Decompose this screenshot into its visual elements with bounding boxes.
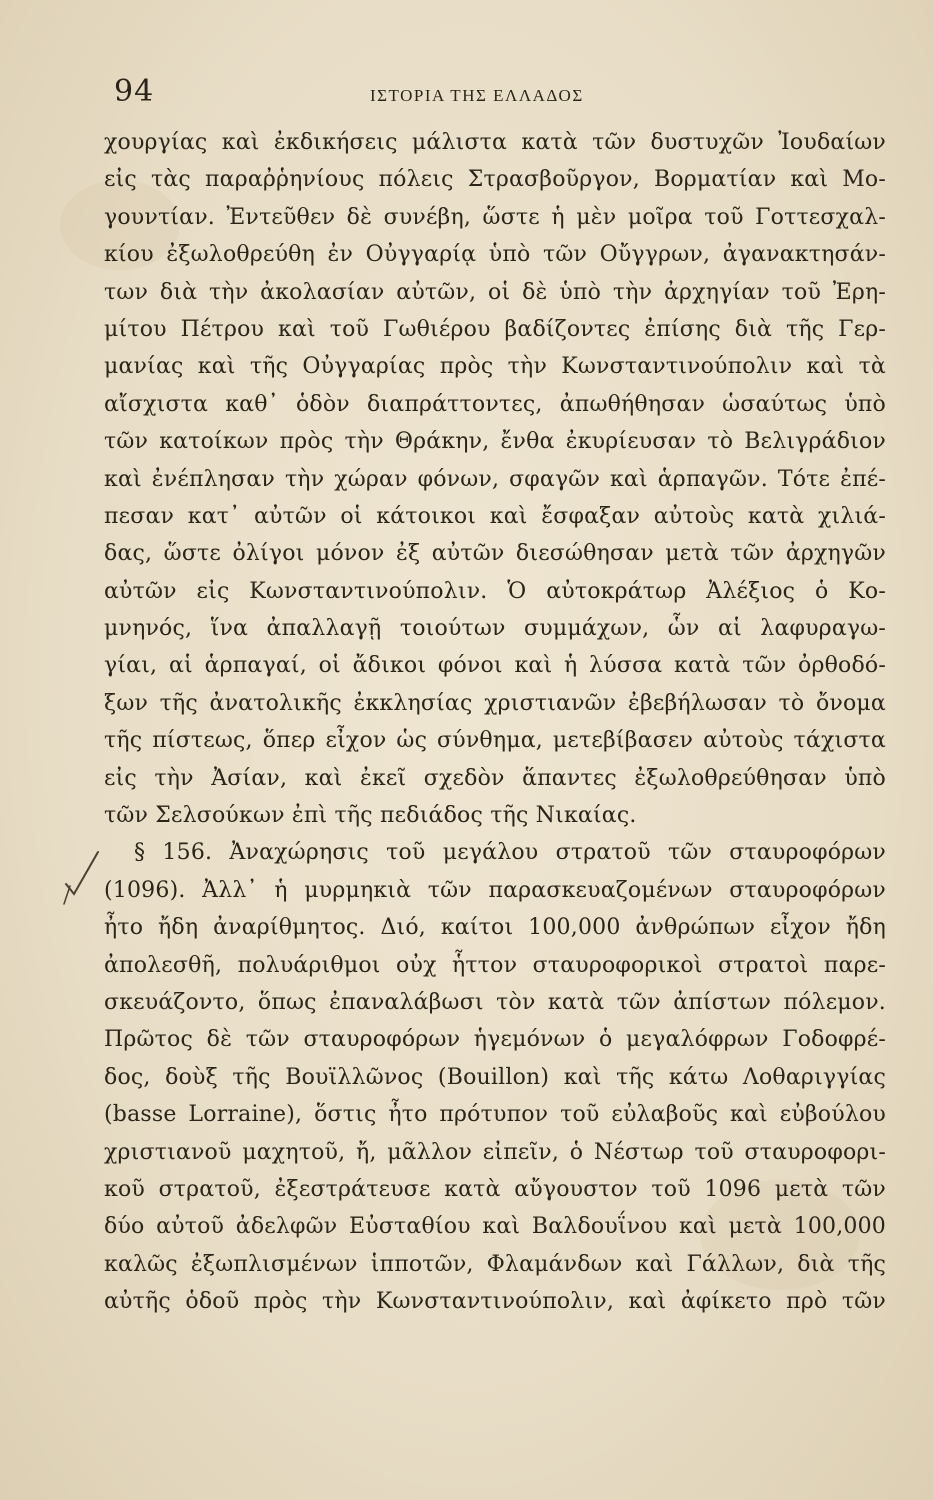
text-line: μνηνός, ἵνα ἀπαλλαγῇ τοιούτων συμμάχων, ὧν αἱ λαφυραγω- bbox=[104, 616, 886, 642]
text-line: καὶ ἐνέπλησαν τὴν χώραν φόνων, σφαγῶν καὶ ἁρπαγῶν. Τότε ἐπέ- bbox=[104, 466, 886, 492]
text-line: Πρῶτος δὲ τῶν σταυροφόρων ἡγεμόνων ὁ μεγαλόφρων Γοδοφρέ- bbox=[104, 1027, 886, 1053]
text-line: (1096). Ἀλλ᾽ ἡ μυρμηκιὰ τῶν παρασκευαζομένων σταυροφόρων bbox=[104, 877, 886, 903]
text-line: γουντίαν. Ἐντεῦθεν δὲ συνέβη, ὥστε ἡ μὲν μοῖρα τοῦ Γοττεσχαλ- bbox=[104, 204, 886, 230]
text-line: πεσαν κατ᾽ αὐτῶν οἱ κάτοικοι καὶ ἔσφαξαν αὐτοὺς κατὰ χιλιά- bbox=[104, 503, 886, 529]
text-line: τῆς πίστεως, ὅπερ εἶχον ὡς σύνθημα, μετεβίβασεν αὐτοὺς τάχιστα bbox=[104, 728, 886, 754]
text-line: κίου ἐξωλοθρεύθη ἐν Οὐγγαρίᾳ ὑπὸ τῶν Οὔγγρων, ἀγανακτησάν- bbox=[104, 242, 886, 268]
text-line: χριστιανοῦ μαχητοῦ, ἤ, μᾶλλον εἰπεῖν, ὁ Νέστωρ τοῦ σταυροφορι- bbox=[104, 1139, 886, 1165]
text-line: ἀπολεσθῆ, πολυάριθμοι οὐχ ἧττον σταυροφορικοὶ στρατοὶ παρε- bbox=[104, 952, 886, 978]
handwritten-check-mark bbox=[58, 846, 106, 906]
text-line: μανίας καὶ τῆς Οὐγγαρίας πρὸς τὴν Κωνσταντινούπολιν καὶ τὰ bbox=[104, 354, 886, 380]
text-line: δας, ὥστε ὀλίγοι μόνον ἐξ αὐτῶν διεσώθησαν μετὰ τῶν ἀρχηγῶν bbox=[104, 541, 886, 567]
body-text bbox=[104, 124, 886, 1321]
text-line: εἰς τὴν Ἀσίαν, καὶ ἐκεῖ σχεδὸν ἅπαντες ἐξωλοθρεύθησαν ὑπὸ bbox=[104, 765, 886, 791]
text-line: δος, δοὺξ τῆς Βουϊλλῶνος (Bouillon) καὶ τῆς κάτω Λοθαριγγίας bbox=[104, 1064, 886, 1090]
text-line: καλῶς ἐξωπλισμένων ἱπποτῶν, Φλαμάνδων καὶ Γάλλων, διὰ τῆς bbox=[104, 1251, 886, 1277]
text-line: (basse Lorraine), ὅστις ἦτο πρότυπον τοῦ εὐλαβοῦς καὶ εὐβούλου bbox=[104, 1102, 886, 1128]
text-line: τῶν Σελσούκων ἐπὶ τῆς πεδιάδος τῆς Νικαίας. bbox=[104, 803, 637, 829]
text-line: αὐτῶν εἰς Κωνσταντινούπολιν. Ὁ αὐτοκράτωρ Ἀλέξιος ὁ Κο- bbox=[104, 578, 886, 604]
text-line: των διὰ τὴν ἀκολασίαν αὐτῶν, οἱ δὲ ὑπὸ τὴν ἀρχηγίαν τοῦ Ἐρη- bbox=[104, 279, 886, 305]
text-line: χουργίας καὶ ἐκδικήσεις μάλιστα κατὰ τῶν δυστυχῶν Ἰουδαίων bbox=[104, 130, 886, 155]
text-line: τῶν κατοίκων πρὸς τὴν Θράκην, ἔνθα ἐκυρίευσαν τὸ Βελιγράδιον bbox=[104, 429, 886, 455]
section-heading-line: § 156. Ἀναχώρησις τοῦ μεγάλου στρατοῦ τῶν σταυροφόρων bbox=[134, 840, 886, 866]
text-line: ἦτο ἤδη ἀναρίθμητος. Διό, καίτοι 100,000 ἀνθρώπων εἶχον ἤδη bbox=[104, 915, 886, 941]
text-line: γίαι, αἱ ἁρπαγαί, οἱ ἄδικοι φόνοι καὶ ἡ λύσσα κατὰ τῶν ὀρθοδό- bbox=[104, 653, 886, 679]
page-number: 94 bbox=[114, 74, 155, 109]
page-header bbox=[114, 74, 875, 114]
text-line: κοῦ στρατοῦ, ἐξεστράτευσε κατὰ αὔγουστον τοῦ 1096 μετὰ τῶν bbox=[104, 1176, 886, 1202]
text-line: ξων τῆς ἀνατολικῆς ἐκκλησίας χριστιανῶν ἐβεβήλωσαν τὸ ὄνομα bbox=[104, 690, 886, 716]
text-line: αὐτῆς ὁδοῦ πρὸς τὴν Κωνσταντινούπολιν, καὶ ἀφίκετο πρὸ τῶν bbox=[104, 1289, 886, 1315]
text-line: μίτου Πέτρου καὶ τοῦ Γωθιέρου βαδίζοντες ἐπίσης διὰ τῆς Γερ- bbox=[104, 316, 886, 342]
text-line: σκευάζοντο, ὅπως ἐπαναλάβωσι τὸν κατὰ τῶν ἀπίστων πόλεμον. bbox=[104, 989, 886, 1015]
text-line: δύο αὐτοῦ ἀδελφῶν Εὐσταθίου καὶ Βαλδουΐνου καὶ μετὰ 100,000 bbox=[104, 1214, 886, 1240]
text-line: εἰς τὰς παραῤῥηνίους πόλεις Στρασβοῦργον, Βορματίαν καὶ Μο- bbox=[104, 167, 886, 193]
running-title: ΙΣΤΟΡΙΑ ΤΗΣ ΕΛΛΑΔΟΣ bbox=[370, 86, 584, 105]
text-line: αἴσχιστα καθ᾽ ὁδὸν διαπράττοντες, ἀπωθήθησαν ὡσαύτως ὑπὸ bbox=[104, 391, 886, 417]
